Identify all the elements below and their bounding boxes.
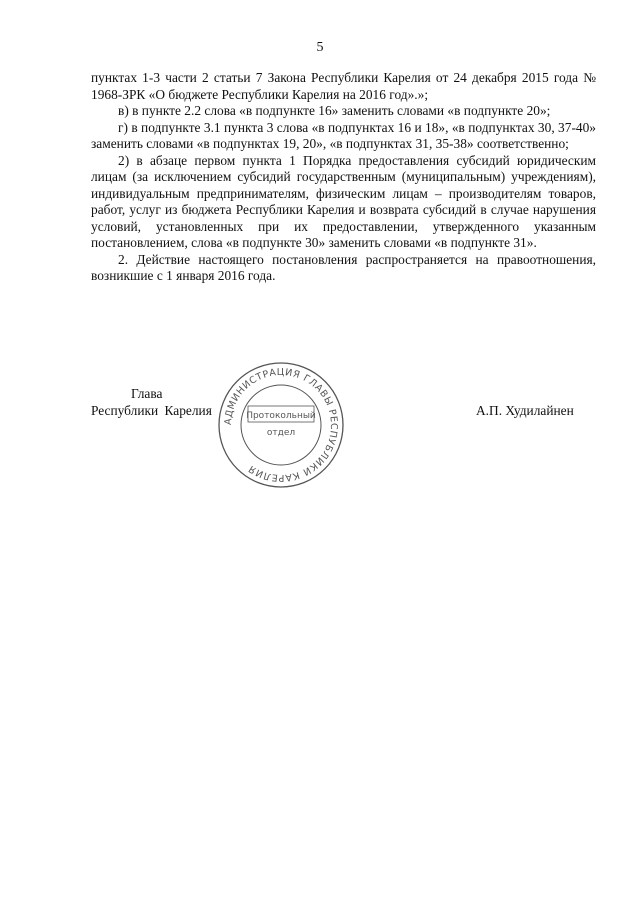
stamp-outer-ring [219,363,343,487]
signature-title: Глава [131,386,163,401]
signature-name: А.П. Худилайнен [476,403,574,418]
stamp-outer-text: АДМИНИСТРАЦИЯ ГЛАВЫ РЕСПУБЛИКИ КАРЕЛИЯ [222,366,340,484]
stamp-center-line2: отдел [266,428,296,438]
stamp-inner-ring [241,385,321,465]
paragraph-1: пунктах 1-3 части 2 статьи 7 Закона Республики Карелия от 24 декабря 2015 года № 1968-ЗРК «О бюджете Республики Карелия на 2016 год».»; [91,70,596,102]
official-stamp-icon [216,360,346,490]
document-body [91,70,596,285]
signature-region: Республики Карелия [91,403,212,418]
paragraph-5: 2. Действие настоящего постановления распространяется на правоотношения, возникшие с 1 января 2016 года. [91,251,596,283]
paragraph-2: в) в пункте 2.2 слова «в подпункте 16» заменить словами «в подпункте 20»; [118,103,551,118]
paragraph-4: 2) в абзаце первом пункта 1 Порядка предоставления субсидий юридическим лицам (за исключением субсидий государственным (муниципальным) учреждениям), индивидуальным предпринимателям, физическим лицам – производителям товаров, работ, услуг из бюджета Республики Карелия и возврата субсидий в случае нарушения условий, установленных при их предоставлении, утвержденного указанным постановлением, слова «в подпункте 30» заменить словами «в подпункте 31». [91,152,596,250]
stamp-center-line1: Протокольный [246,411,316,421]
page-number: 5 [316,40,324,55]
paragraph-3: г) в подпункте 3.1 пункта 3 слова «в подпунктах 16 и 18», «в подпунктах 30, 37-40» заменить словами «в подпунктах 19, 20», «в подпунктах 31, 35-38» соответственно; [91,119,596,151]
